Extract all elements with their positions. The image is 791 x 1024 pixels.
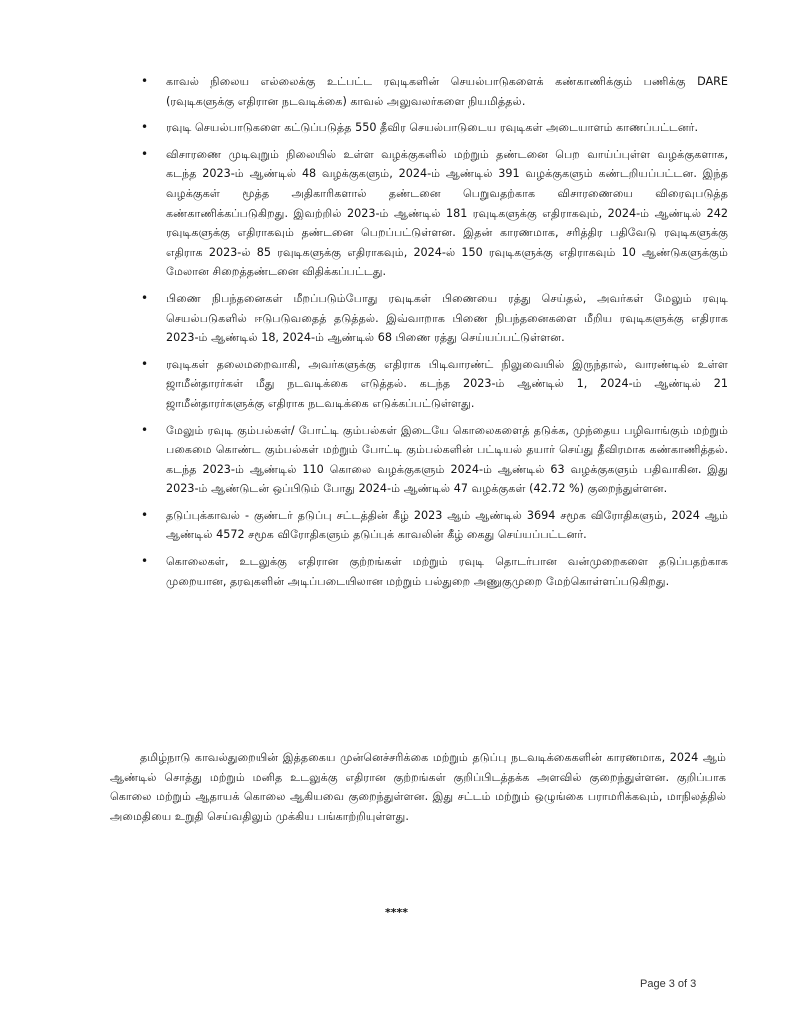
bullet-text: தடுப்புக்காவல் - குண்டர் தடுப்பு சட்டத்தின் கீழ் 2023 ஆம் ஆண்டில் 3694 சமூக விரோதிகளும், 2024 ஆம் ஆண்டில் 4572 சமூக விரோதிகளும் தடுப்புக் காவலின் கீழ் கைது செய்யப்பட்டனர்.	[166, 508, 728, 542]
bullet-list	[138, 72, 728, 598]
list-item	[138, 72, 728, 111]
bullet-text: ரவுடி செயல்பாடுகளை கட்டுப்படுத்த 550 தீவிர செயல்பாடுடைய ரவுடிகள் அடையாளம் காணப்பட்டனர்.	[166, 121, 699, 135]
list-item	[138, 421, 728, 499]
page-number: Page 3 of 3	[640, 978, 697, 990]
bullet-icon: •	[141, 290, 149, 305]
bullet-icon: •	[141, 74, 149, 88]
bullet-text: மேலும் ரவுடி கும்பல்கள்/ போட்டி கும்பல்கள் இடையே கொலைகளைத் தடுக்க, முந்தைய பழிவாங்கும் மற்றும் பகைமை கொண்ட கும்பல்கள் மற்றும் போட்டி கும்பல்களின் பட்டியல் தயார் செய்து தீவிரமாக கண்காணித்தல். கடந்த 2023-ம் ஆண்டில் 110 கொலை வழக்குகளும் 2024-ம் ஆண்டில் 63 வழக்குகளும் பதிவாகின. இது 2023-ம் ஆண்டுடன் ஒப்பிடும் போது 2024-ம் ஆண்டில் 47 வழக்குகள் (42.72 %) குறைந்துள்ளன.	[166, 423, 728, 496]
bullet-text: பிணை நிபந்தனைகள் மீறப்படும்போது ரவுடிகள் பிணையை ரத்து செய்தல், அவர்கள் மேலும் ரவுடி செயல்படுகளில் ஈடுபடுவதைத் தடுத்தல். இவ்வாறாக பிணை நிபந்தனைகளை மீறிய ரவுடிகளுக்கு எதிராக 2023-ம் ஆண்டில் 18, 2024-ம் ஆண்டில் 68 பிணை ரத்து செய்யப்பட்டுள்ளன.	[166, 291, 728, 345]
bullet-icon: •	[141, 507, 149, 522]
bullet-icon: •	[141, 422, 149, 437]
bullet-text: விசாரணை முடிவுறும் நிலையில் உள்ள வழக்குகளில் மற்றும் தண்டனை பெற வாய்ப்புள்ள வழக்குகளாக, கடந்த 2023-ம் ஆண்டில் 48 வழக்குகளும், 2024-ம் ஆண்டில் 391 வழக்குகளும் கண்டறியப்பட்டன. இந்த வழக்குகள் மூத்த அதிகாரிகளால் தண்டனை பெறுவதற்காக விசாரணையை விரைவுபடுத்த கண்காணிக்கப்படுகிறது. இவற்றில் 2023-ம் ஆண்டில் 181 ரவுடிகளுக்கு எதிராகவும், 2024-ம் ஆண்டில் 242 ரவுடிகளுக்கு எதிராகவும் தண்டனை பெறப்பட்டுள்ளன. இதன் காரணமாக, சரித்திர பதிவேடு ரவுடிகளுக்கு எதிராக 2023-ல் 85 ரவுடிகளுக்கு எதிராகவும், 2024-ல் 150 ரவுடிகளுக்கு எதிராகவும் 10 ஆண்டுகளுக்கும் மேலான சிறைத்தண்டனை விதிக்கப்பட்டது.	[166, 147, 728, 279]
bullet-icon: •	[141, 146, 149, 161]
list-item	[138, 506, 728, 545]
bullet-text: காவல் நிலைய எல்லைக்கு உட்பட்ட ரவுடிகளின் செயல்பாடுகளைக் கண்காணிக்கும் பணிக்கு DARE (ரவுடிகளுக்கு எதிரான நடவடிக்கை) காவல் அலுவலர்களை நியமித்தல்.	[166, 75, 728, 108]
end-of-document-mark: ****	[385, 906, 409, 919]
bullet-text: ரவுடிகள் தலைமறைவாகி, அவர்களுக்கு எதிராக பிடிவாரண்ட் நிலுவையில் இருந்தால், வாரண்டில் உள்ள ஜாமீன்தாரர்கள் மீது நடவடிக்கை எடுத்தல். கடந்த 2023-ம் ஆண்டில் 1, 2024-ம் ஆண்டில் 21 ஜாமீன்தாரர்களுக்கு எதிராக நடவடிக்கை எடுக்கப்பட்டுள்ளது.	[166, 357, 728, 410]
list-item	[138, 552, 728, 591]
list-item	[138, 355, 728, 414]
bullet-icon: •	[141, 554, 149, 569]
bullet-icon: •	[141, 356, 149, 371]
closing-paragraph: தமிழ்நாடு காவல்துறையின் இத்தகைய முன்னெச்சரிக்கை மற்றும் தடுப்பு நடவடிக்கைகளின் காரணமாக, 2024 ஆம் ஆண்டில் சொத்து மற்றும் மனித உடலுக்கு எதிரான குற்றங்கள் குறிப்பிடத்தக்க அளவில் குறைந்துள்ளன. குறிப்பாக கொலை மற்றும் ஆதாயக் கொலை ஆகியவை குறைந்துள்ளன. இது சட்டம் மற்றும் ஒழுங்கை பராமரிக்கவும், மாநிலத்தில் அமைதியை உறுதி செய்வதிலும் முக்கிய பங்காற்றியுள்ளது.	[110, 751, 726, 823]
list-item	[138, 145, 728, 282]
bullet-text: கொலைகள், உடலுக்கு எதிரான குற்றங்கள் மற்றும் ரவுடி தொடர்பான வன்முறைகளை தடுப்பதற்காக முறையான, தரவுகளின் அடிப்படையிலான மற்றும் பல்துறை அணுகுமுறை மேற்கொள்ளப்படுகிறது.	[166, 555, 728, 588]
list-item	[138, 289, 728, 348]
bullet-icon: •	[141, 120, 149, 135]
list-item	[138, 118, 728, 138]
